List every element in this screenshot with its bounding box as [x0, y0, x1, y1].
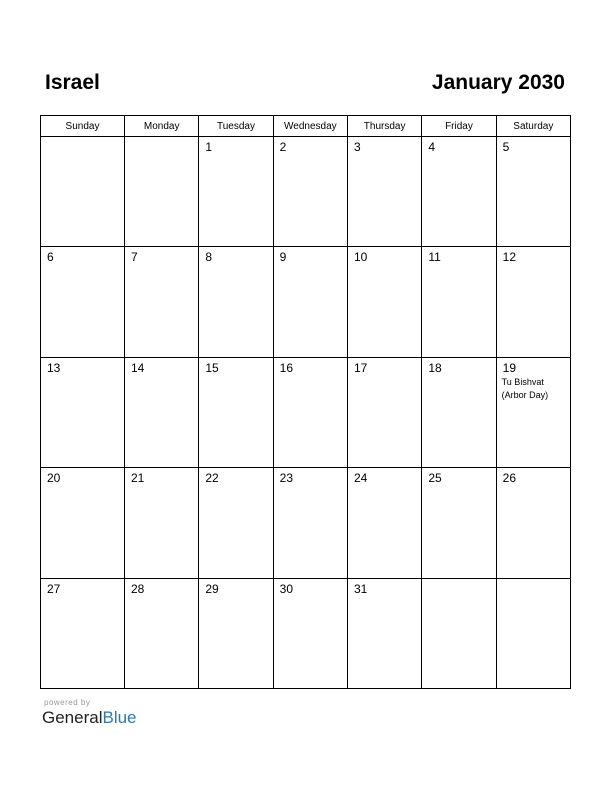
- day-cell: [273, 468, 347, 578]
- week-row: [41, 578, 571, 688]
- day-cell: [199, 578, 273, 688]
- day-cell: [347, 578, 421, 688]
- day-number: 3: [353, 140, 361, 154]
- holiday-label: Tu Bishvat (Arbor Day): [501, 376, 549, 400]
- day-cell: [273, 357, 347, 467]
- day-cell: [496, 578, 570, 688]
- day-cell: [199, 468, 273, 578]
- brand-part-general: General: [42, 708, 103, 727]
- weekday-header: Monday: [125, 116, 199, 137]
- day-cell: [125, 247, 199, 357]
- day-number: 27: [47, 581, 61, 596]
- day-cell: [496, 247, 570, 357]
- day-number: 13: [47, 360, 61, 375]
- day-number: 8: [205, 250, 213, 265]
- day-cell: [199, 247, 273, 357]
- powered-by-label: powered by: [44, 698, 91, 707]
- day-cell: [496, 468, 570, 578]
- day-number: 17: [353, 360, 368, 375]
- day-number: 7: [131, 250, 138, 265]
- week-row: [41, 357, 571, 467]
- day-number: 18: [428, 360, 442, 375]
- day-number: 28: [131, 581, 145, 596]
- day-cell: [422, 468, 496, 578]
- day-cell: [41, 357, 125, 467]
- week-row: [41, 247, 571, 357]
- day-cell: [125, 468, 199, 578]
- day-cell: [422, 578, 496, 688]
- day-number: 25: [428, 471, 442, 486]
- day-number: 11: [428, 250, 441, 265]
- day-cell: [496, 357, 570, 467]
- weekday-header: Saturday: [496, 116, 570, 137]
- day-number: 19: [502, 360, 516, 375]
- day-number: 21: [131, 471, 145, 486]
- day-cell: [41, 137, 125, 247]
- day-number: 24: [353, 471, 368, 486]
- day-cell: [422, 137, 496, 247]
- day-cell: [41, 247, 125, 357]
- day-cell: [422, 357, 496, 467]
- day-number: 26: [502, 471, 516, 486]
- day-number: 9: [279, 250, 287, 265]
- weekday-header-row: [41, 116, 571, 137]
- weekday-header: Tuesday: [199, 116, 273, 137]
- day-number: 31: [353, 581, 368, 596]
- day-number: 2: [279, 140, 287, 154]
- month-year-title: January 2030: [431, 71, 565, 94]
- day-cell: [199, 137, 273, 247]
- day-number: 20: [47, 471, 61, 486]
- calendar-grid: [40, 115, 571, 689]
- day-cell: [347, 357, 421, 467]
- weekday-header: Sunday: [41, 116, 125, 137]
- day-number: 10: [353, 250, 368, 265]
- day-number: 29: [205, 581, 219, 596]
- day-number: 6: [47, 250, 54, 265]
- day-number: 1: [205, 140, 213, 154]
- day-cell: [125, 578, 199, 688]
- day-number: 30: [279, 581, 294, 596]
- generalblue-logo[interactable]: [42, 708, 137, 728]
- day-cell: [422, 247, 496, 357]
- day-number: 22: [205, 471, 219, 486]
- day-cell: [199, 357, 273, 467]
- day-cell: [496, 137, 570, 247]
- day-cell: [41, 468, 125, 578]
- weekday-header: Wednesday: [273, 116, 347, 137]
- day-cell: [125, 357, 199, 467]
- day-number: 5: [502, 140, 510, 154]
- day-number: 15: [205, 360, 219, 375]
- day-number: 16: [279, 360, 294, 375]
- day-cell: [125, 137, 199, 247]
- week-row: [41, 137, 571, 247]
- week-row: [41, 468, 571, 578]
- brand-part-blue: Blue: [102, 708, 137, 727]
- day-cell: [347, 468, 421, 578]
- day-cell: [41, 578, 125, 688]
- day-cell: [347, 137, 421, 247]
- country-title: Israel: [45, 71, 100, 94]
- day-cell: [347, 247, 421, 357]
- day-number: 23: [279, 471, 294, 486]
- day-number: 12: [502, 250, 516, 265]
- weekday-header: Thursday: [347, 116, 421, 137]
- day-cell: [273, 247, 347, 357]
- day-cell: [273, 578, 347, 688]
- day-number: 4: [428, 140, 435, 154]
- weekday-header: Friday: [422, 116, 496, 137]
- day-number: 14: [131, 360, 145, 375]
- day-cell: [273, 137, 347, 247]
